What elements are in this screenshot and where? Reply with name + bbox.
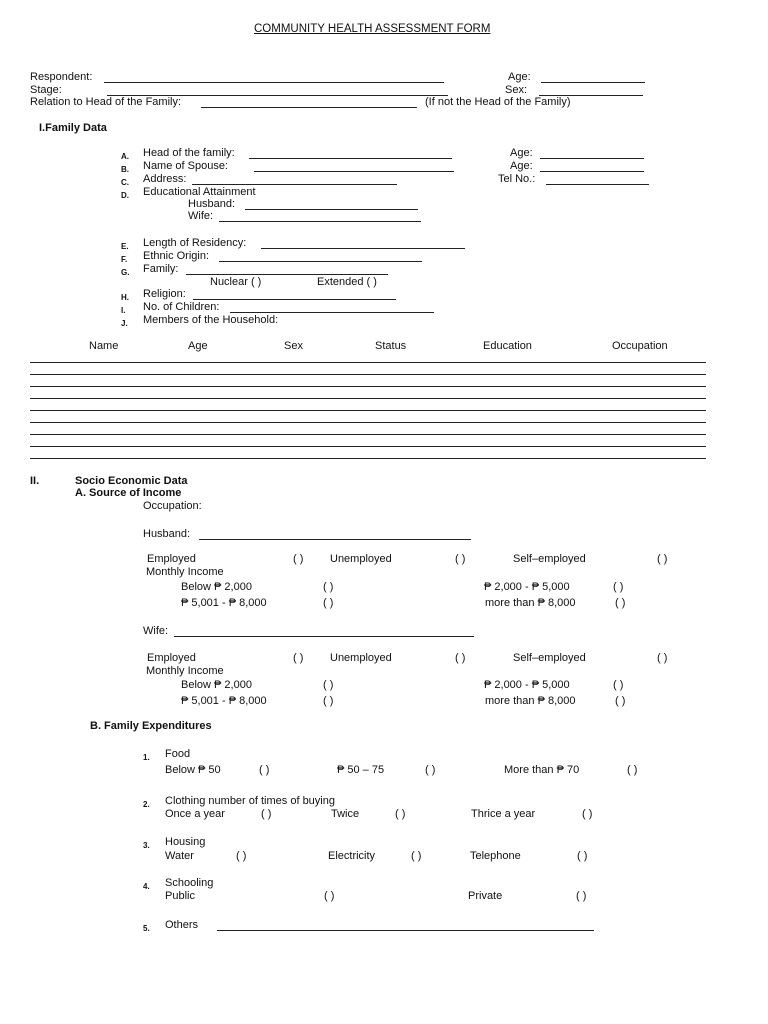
housing-electricity: Electricity	[328, 850, 376, 862]
husband-occ-label: Husband:	[143, 528, 191, 540]
relation-note: (If not the Head of the Family)	[425, 96, 571, 108]
letter-b: B.	[121, 165, 129, 174]
respondent-label: Respondent:	[30, 71, 93, 83]
husband-self: Self–employed	[513, 553, 586, 565]
col-education: Education	[483, 340, 532, 352]
husband-employed: Employed	[147, 553, 196, 565]
food-below50: Below ₱ 50	[165, 764, 221, 776]
religion-line[interactable]	[193, 299, 396, 300]
table-row[interactable]	[30, 446, 706, 447]
letter-f: F.	[121, 255, 128, 264]
housing-electricity-check[interactable]: ( )	[411, 850, 422, 862]
socio-heading: Socio Economic Data	[75, 475, 188, 487]
tel-line[interactable]	[546, 184, 649, 185]
stage-label: Stage:	[30, 84, 62, 96]
housing-water: Water	[165, 850, 194, 862]
table-row[interactable]	[30, 398, 706, 399]
age-line[interactable]	[541, 82, 645, 83]
husband-self-check[interactable]: ( )	[657, 553, 668, 565]
food-r5075-check[interactable]: ( )	[425, 764, 436, 776]
schooling-private-check[interactable]: ( )	[576, 890, 587, 902]
table-row[interactable]	[30, 422, 706, 423]
expenditures-heading: B. Family Expenditures	[90, 720, 212, 732]
col-age: Age	[188, 340, 208, 352]
schooling-label: Schooling	[165, 877, 214, 889]
letter-a: A.	[121, 152, 129, 161]
letter-h: H.	[121, 293, 129, 302]
sex-label: Sex:	[505, 84, 528, 96]
age-label: Age:	[508, 71, 531, 83]
wife-below-check[interactable]: ( )	[323, 679, 334, 691]
table-row[interactable]	[30, 434, 706, 435]
members-label: Members of the Household:	[143, 314, 279, 326]
col-occupation: Occupation	[612, 340, 668, 352]
husband-unemployed-check[interactable]: ( )	[455, 553, 466, 565]
residency-line[interactable]	[261, 248, 465, 249]
food-below50-check[interactable]: ( )	[259, 764, 270, 776]
husband-below: Below ₱ 2,000	[181, 581, 252, 593]
schooling-public-check[interactable]: ( )	[324, 890, 335, 902]
clothing-once: Once a year	[165, 808, 225, 820]
food-label: Food	[165, 748, 191, 760]
husband-educ-line[interactable]	[245, 209, 418, 210]
wife-employed: Employed	[147, 652, 196, 664]
housing-telephone-check[interactable]: ( )	[577, 850, 588, 862]
wife-monthly: Monthly Income	[146, 665, 224, 677]
wife-more-check[interactable]: ( )	[615, 695, 626, 707]
husband-monthly: Monthly Income	[146, 566, 224, 578]
spouse-line[interactable]	[254, 171, 454, 172]
wife-educ-line[interactable]	[219, 221, 421, 222]
clothing-twice: Twice	[331, 808, 360, 820]
form-title: COMMUNITY HEALTH ASSESSMENT FORM	[254, 23, 491, 35]
head-of-family-line[interactable]	[249, 158, 452, 159]
husband-r2-check[interactable]: ( )	[323, 597, 334, 609]
letter-g: G.	[121, 268, 130, 277]
husband-unemployed: Unemployed	[330, 553, 392, 565]
table-row[interactable]	[30, 458, 706, 459]
family-type-line[interactable]	[186, 274, 388, 275]
letter-j: J.	[121, 319, 128, 328]
table-row[interactable]	[30, 386, 706, 387]
husband-r1: ₱ 2,000 - ₱ 5,000	[484, 581, 570, 593]
others-label: Others	[165, 919, 199, 931]
table-row[interactable]	[30, 362, 706, 363]
extended-option[interactable]: Extended ( )	[317, 276, 377, 288]
family-type-label: Family:	[143, 263, 179, 275]
num-5: 5.	[143, 924, 150, 933]
food-r5075: ₱ 50 – 75	[337, 764, 385, 776]
food-more70: More than ₱ 70	[504, 764, 580, 776]
num-2: 2.	[143, 800, 150, 809]
religion-label: Religion:	[143, 288, 186, 300]
spouse-age-label: Age:	[510, 160, 533, 172]
wife-self: Self–employed	[513, 652, 586, 664]
address-label: Address:	[143, 173, 187, 185]
relation-label: Relation to Head of the Family:	[30, 96, 182, 108]
others-line[interactable]	[217, 930, 594, 931]
clothing-once-check[interactable]: ( )	[261, 808, 272, 820]
housing-telephone: Telephone	[470, 850, 521, 862]
wife-self-check[interactable]: ( )	[657, 652, 668, 664]
wife-occ-label: Wife:	[143, 625, 169, 637]
housing-label: Housing	[165, 836, 206, 848]
head-age-line[interactable]	[540, 158, 644, 159]
wife-r1: ₱ 2,000 - ₱ 5,000	[484, 679, 570, 691]
husband-more-check[interactable]: ( )	[615, 597, 626, 609]
ethnic-line[interactable]	[219, 261, 422, 262]
wife-unemployed: Unemployed	[330, 652, 392, 664]
letter-c: C.	[121, 178, 129, 187]
husband-below-check[interactable]: ( )	[323, 581, 334, 593]
ethnic-label: Ethnic Origin:	[143, 250, 210, 262]
children-label: No. of Children:	[143, 301, 220, 313]
num-3: 3.	[143, 841, 150, 850]
relation-line[interactable]	[201, 107, 417, 108]
num-4: 4.	[143, 882, 150, 891]
socio-roman: II.	[30, 475, 40, 487]
husband-r1-check[interactable]: ( )	[613, 581, 624, 593]
wife-employed-check[interactable]: ( )	[293, 652, 304, 664]
wife-r2: ₱ 5,001 - ₱ 8,000	[181, 695, 267, 707]
clothing-thrice-check[interactable]: ( )	[582, 808, 593, 820]
food-more70-check[interactable]: ( )	[627, 764, 638, 776]
wife-unemployed-check[interactable]: ( )	[455, 652, 466, 664]
spouse-age-line[interactable]	[540, 171, 644, 172]
children-line[interactable]	[230, 312, 434, 313]
clothing-label: Clothing number of times of buying	[165, 795, 335, 807]
letter-e: E.	[121, 242, 129, 251]
clothing-thrice: Thrice a year	[471, 808, 536, 820]
col-sex: Sex	[284, 340, 303, 352]
letter-d: D.	[121, 191, 129, 200]
source-income-heading: A. Source of Income	[75, 487, 182, 499]
clothing-twice-check[interactable]: ( )	[395, 808, 406, 820]
col-name: Name	[89, 340, 119, 352]
husband-r2: ₱ 5,001 - ₱ 8,000	[181, 597, 267, 609]
educ-label: Educational Attainment	[143, 186, 256, 198]
husband-occ-line[interactable]	[199, 539, 471, 540]
schooling-private: Private	[468, 890, 503, 902]
wife-occ-line[interactable]	[174, 636, 474, 637]
husband-employed-check[interactable]: ( )	[293, 553, 304, 565]
nuclear-option[interactable]: Nuclear ( )	[210, 276, 262, 288]
husband-educ-label: Husband:	[188, 198, 236, 210]
occupation-label: Occupation:	[143, 500, 202, 512]
col-status: Status	[375, 340, 407, 352]
address-line[interactable]	[192, 184, 397, 185]
wife-educ-label: Wife:	[188, 210, 214, 222]
family-data-heading: I.Family Data	[39, 122, 107, 134]
table-row[interactable]	[30, 410, 706, 411]
husband-more: more than ₱ 8,000	[485, 597, 576, 609]
residency-label: Length of Residency:	[143, 237, 247, 249]
wife-below: Below ₱ 2,000	[181, 679, 252, 691]
head-age-label: Age:	[510, 147, 533, 159]
tel-label: Tel No.:	[498, 173, 536, 185]
wife-more: more than ₱ 8,000	[485, 695, 576, 707]
letter-i: I.	[121, 306, 126, 315]
respondent-line[interactable]	[104, 82, 444, 83]
spouse-label: Name of Spouse:	[143, 160, 228, 172]
wife-r1-check[interactable]: ( )	[613, 679, 624, 691]
table-row[interactable]	[30, 374, 706, 375]
head-of-family-label: Head of the family:	[143, 147, 235, 159]
schooling-public: Public	[165, 890, 195, 902]
housing-water-check[interactable]: ( )	[236, 850, 247, 862]
wife-r2-check[interactable]: ( )	[323, 695, 334, 707]
num-1: 1.	[143, 753, 150, 762]
